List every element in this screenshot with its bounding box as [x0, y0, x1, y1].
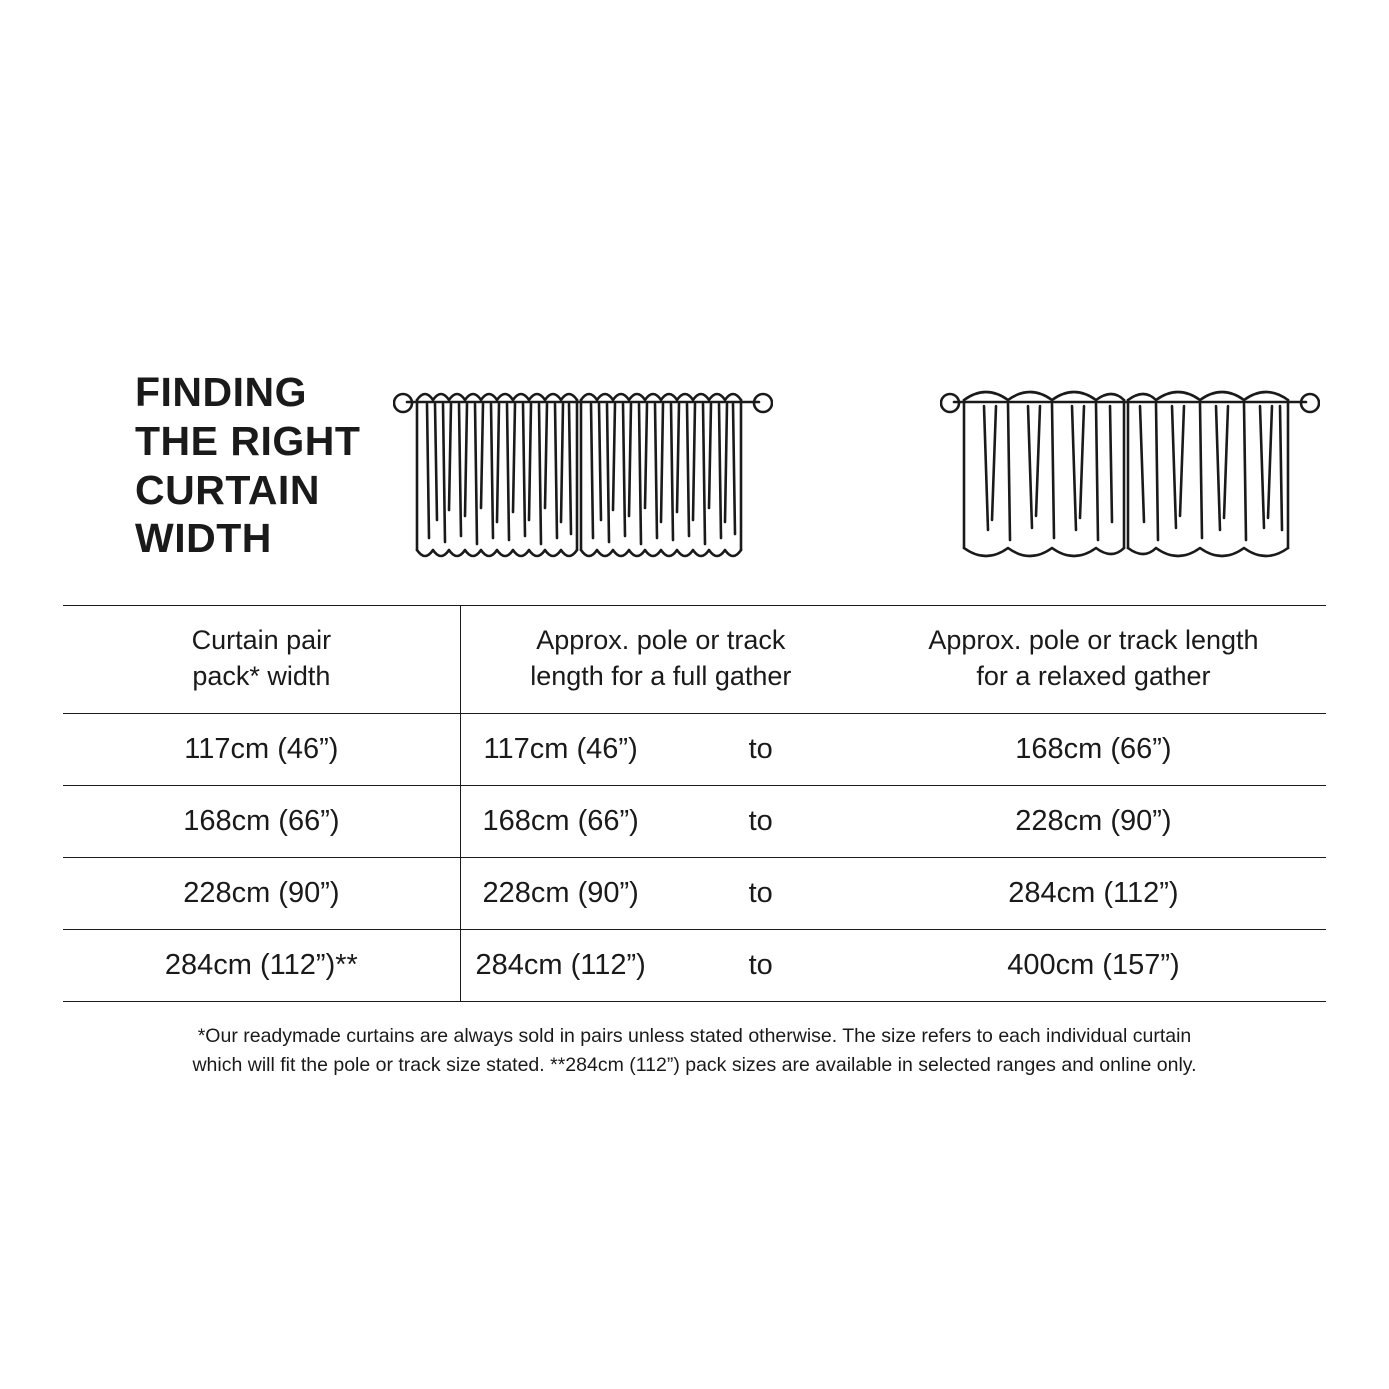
cell-full-gather: 284cm (112”) — [460, 929, 660, 1001]
cell-relaxed-gather: 284cm (112”) — [861, 857, 1326, 929]
cell-relaxed-gather: 400cm (157”) — [861, 929, 1326, 1001]
column-header-pack-width-line-2: pack* width — [192, 661, 331, 692]
table-row — [63, 713, 1326, 785]
cell-connector: to — [661, 857, 861, 929]
footnote — [63, 1022, 1326, 1081]
column-header-pack-width — [63, 606, 460, 714]
cell-full-gather: 117cm (46”) — [460, 713, 660, 785]
table-head — [63, 606, 1326, 714]
cell-relaxed-gather: 168cm (66”) — [861, 713, 1326, 785]
column-header-pack-width-line-1: Curtain pair — [191, 625, 332, 655]
page-title-line-3: CURTAIN — [135, 466, 320, 513]
column-header-relaxed-gather — [861, 606, 1326, 714]
column-header-relaxed-gather-line-2: for a relaxed gather — [976, 661, 1211, 692]
page-title-line-1: FINDING — [135, 369, 308, 415]
column-header-relaxed-gather-line-1: Approx. pole or track length — [928, 625, 1259, 655]
cell-pack-width: 168cm (66”) — [63, 785, 460, 857]
table-body — [63, 713, 1326, 1001]
cell-pack-width: 117cm (46”) — [63, 713, 460, 785]
table-row — [63, 785, 1326, 857]
page-title-line-4: WIDTH — [135, 515, 272, 562]
page-title-line-2: THE RIGHT — [135, 417, 361, 464]
footnote-line-2: which will fit the pole or track size stated. **284cm (112”) pack sizes are available in selected ranges and online only. — [192, 1054, 1197, 1077]
cell-connector: to — [661, 929, 861, 1001]
full-gather-curtain-illustration — [393, 370, 773, 585]
table-row — [63, 857, 1326, 929]
illustrations — [393, 360, 1326, 585]
cell-connector: to — [661, 785, 861, 857]
cell-connector: to — [661, 713, 861, 785]
cell-pack-width: 228cm (90”) — [63, 857, 460, 929]
diagram-content — [63, 360, 1326, 1080]
cell-full-gather: 168cm (66”) — [460, 785, 660, 857]
column-header-full-gather-line-2: length for a full gather — [530, 661, 792, 692]
relaxed-gather-curtain-illustration — [940, 370, 1320, 585]
page-title — [63, 360, 393, 563]
cell-relaxed-gather: 228cm (90”) — [861, 785, 1326, 857]
table-row — [63, 929, 1326, 1001]
column-header-full-gather — [460, 606, 861, 714]
column-header-full-gather-line-1: Approx. pole or track — [536, 625, 786, 655]
header-row — [63, 360, 1326, 605]
cell-pack-width: 284cm (112”)** — [63, 929, 460, 1001]
cell-full-gather: 228cm (90”) — [460, 857, 660, 929]
footnote-line-1: *Our readymade curtains are always sold in pairs unless stated otherwise. The size refers to each individual curtain — [197, 1024, 1192, 1047]
table-header-row — [63, 606, 1326, 714]
curtain-width-table — [63, 605, 1326, 1002]
